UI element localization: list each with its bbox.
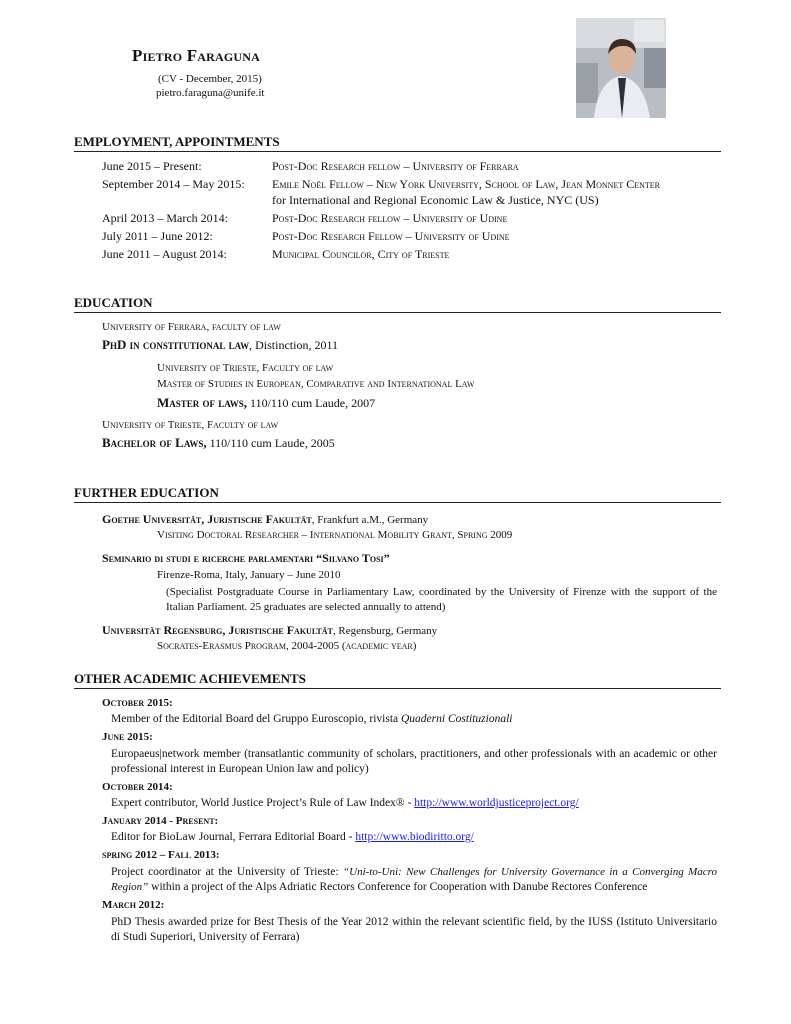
profile-photo [576, 18, 666, 118]
biodiritto-link[interactable]: http://www.biodiritto.org/ [355, 831, 474, 843]
bachelor-note: 110/110 cum Laude, 2005 [206, 436, 335, 450]
achievement-date: spring 2012 – Fall 2013: [102, 849, 220, 861]
achievement-text: Europaeus|network member (transatlantic community of scholars, practitioners, and other professionals with an academic or other professional interest in European Union law and policy) [111, 748, 717, 775]
bachelor-school: University of Trieste, Faculty of law [102, 419, 279, 431]
cv-date: (CV - December, 2015) [158, 73, 262, 85]
master-school: University of Trieste, Faculty of law [157, 362, 334, 374]
regensburg-name: Universität Regensburg, Juristische Fakultät [102, 623, 333, 637]
employment-position: Post-Doc Research fellow – University of Udine [272, 211, 508, 225]
employment-position: Municipal Councilor, City of Trieste [272, 247, 450, 261]
section-divider [74, 688, 721, 689]
cv-email: pietro.faraguna@unife.it [156, 87, 265, 99]
regensburg-program: Socrates-Erasmus Program, 2004-2005 (academic year) [157, 640, 417, 652]
seminario-name: Seminario di studi e ricerche parlamentari “Silvano Tosi” [102, 551, 390, 565]
journal-title: Quaderni Costituzionali [401, 713, 513, 725]
worldjusticeproject-link[interactable]: http://www.worldjusticeproject.org/ [414, 797, 579, 809]
employment-date: July 2011 – June 2012: [102, 229, 213, 243]
achievement-text-part: Expert contributor, World Justice Project’s Rule of Law Index® - [111, 797, 415, 809]
education-heading: EDUCATION [74, 295, 153, 310]
master-program: Master of Studies in European, Comparative and International Law [157, 378, 475, 390]
phd-line [102, 337, 338, 353]
master-degree: Master of laws, [157, 395, 248, 410]
phd-note: , Distinction, 2011 [249, 338, 338, 352]
master-line [157, 395, 375, 411]
goethe-place: , Frankfurt a.M., Germany [311, 514, 429, 526]
achievements-heading: OTHER ACADEMIC ACHIEVEMENTS [74, 671, 306, 686]
bachelor-line [102, 435, 335, 451]
employment-heading: EMPLOYMENT, APPOINTMENTS [74, 134, 280, 149]
achievement-date: March 2012: [102, 899, 165, 911]
achievement-text [111, 831, 474, 843]
employment-date: April 2013 – March 2014: [102, 211, 228, 225]
goethe-name: Goethe Universität, Juristische Fakultät [102, 512, 312, 526]
seminario-place: Firenze-Roma, Italy, January – June 2010 [157, 569, 341, 581]
achievement-text-part: within a project of the Alps Adriatic Rectors Conference for Cooperation with Danube Rectores Conference [148, 881, 648, 893]
achievement-text [111, 865, 717, 895]
achievement-text-part: Project coordinator at the University of Trieste: [111, 866, 344, 878]
seminario-description: (Specialist Postgraduate Course in Parliamentary Law, coordinated by the University of Firenze with the support of the Italian Parliament. 25 graduates are selected annually to attend) [166, 586, 717, 613]
achievement-text [111, 713, 513, 725]
employment-position: Post-Doc Research Fellow – University of Udine [272, 229, 510, 243]
achievement-text: PhD Thesis awarded prize for Best Thesis of the Year 2012 within the relevant scientific field, by the IUSS (Istituto Universitario di Studi Superiori, University of Ferrara) [111, 916, 717, 943]
phd-degree: PhD in constitutional law [102, 337, 250, 352]
achievement-date: October 2015: [102, 697, 173, 709]
section-divider [74, 151, 721, 152]
regensburg-place: , Regensburg, Germany [332, 625, 438, 637]
achievement-date: January 2014 - Present: [102, 815, 219, 827]
achievement-text-part: Editor for BioLaw Journal, Ferrara Editorial Board - [111, 831, 356, 843]
employment-position: Emile Noël Fellow – New York University, School of Law, Jean Monnet Center [272, 177, 660, 191]
section-divider [74, 502, 721, 503]
person-photo-icon [576, 18, 666, 118]
cv-name: Pietro Faraguna [132, 46, 261, 65]
regensburg-line [102, 623, 437, 638]
section-divider [74, 312, 721, 313]
bachelor-degree: Bachelor of Laws, [102, 435, 207, 450]
goethe-line [102, 512, 428, 527]
achievement-text [111, 797, 579, 809]
employment-position-cont: for International and Regional Economic Law & Justice, NYC (US) [272, 193, 599, 207]
employment-date: September 2014 – May 2015: [102, 177, 245, 191]
achievement-text-part: Member of the Editorial Board del Gruppo Euroscopio, rivista [111, 713, 401, 725]
employment-date: June 2011 – August 2014: [102, 247, 227, 261]
achievement-date: June 2015: [102, 731, 153, 743]
employment-date: June 2015 – Present: [102, 159, 202, 173]
employment-position: Post-Doc Research fellow – University of Ferrara [272, 159, 519, 173]
master-note: 110/110 cum Laude, 2007 [247, 396, 376, 410]
phd-school: University of Ferrara, faculty of law [102, 321, 281, 333]
further-education-heading: FURTHER EDUCATION [74, 485, 219, 500]
goethe-role: Visiting Doctoral Researcher – International Mobility Grant, Spring 2009 [157, 529, 513, 541]
project-title: “Uni-to-Uni: New Challenges for University Governance in a Converging Macro Region” [111, 866, 717, 893]
achievement-date: October 2014: [102, 781, 173, 793]
